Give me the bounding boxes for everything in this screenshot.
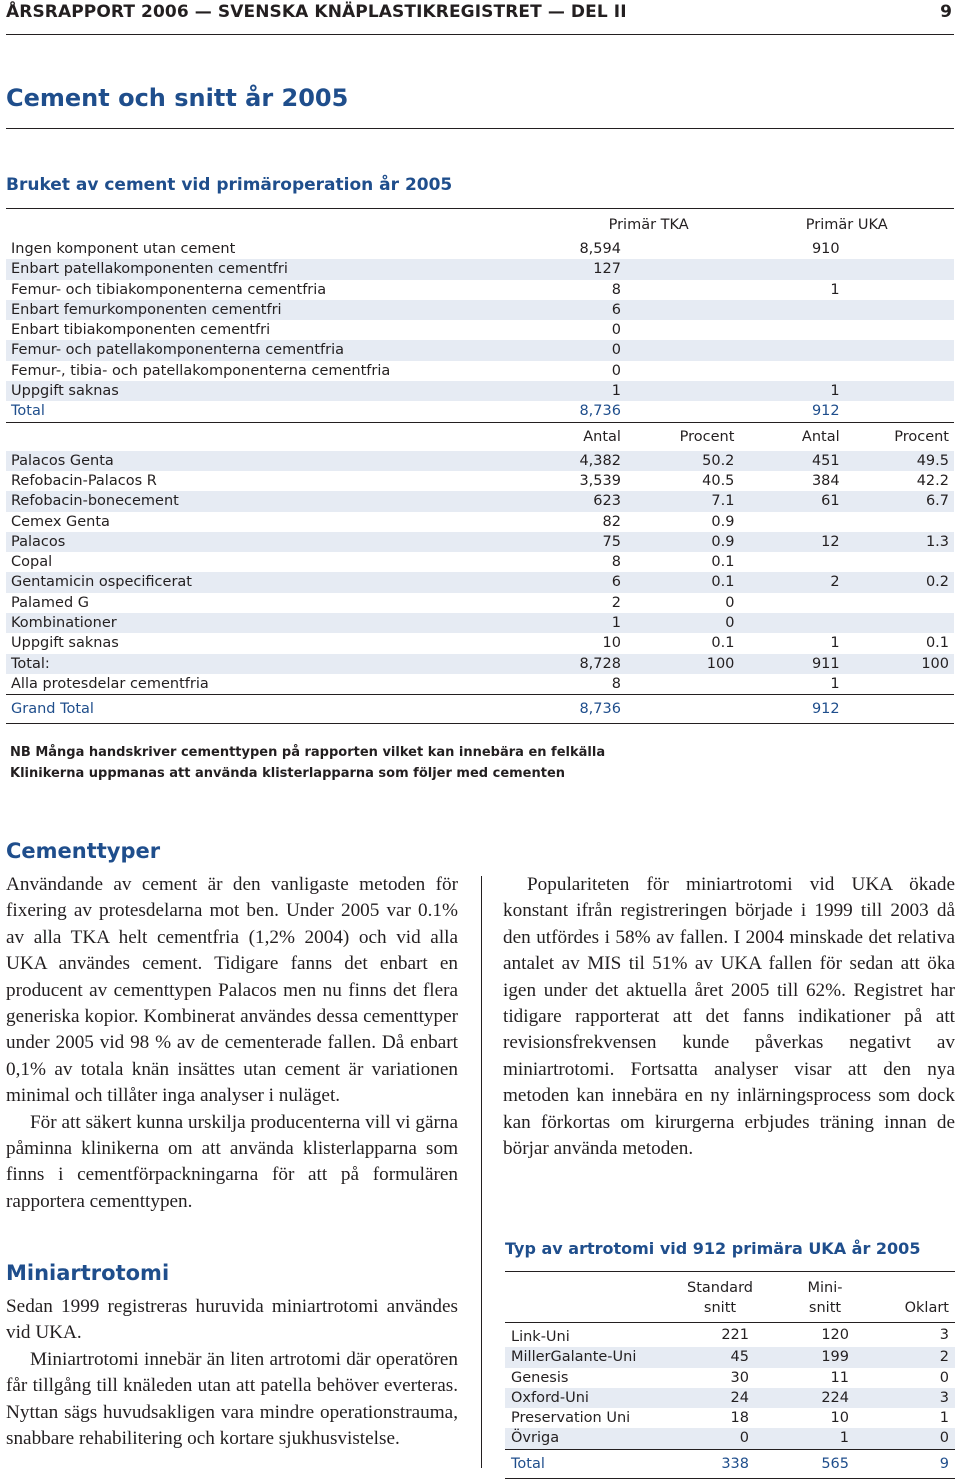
- standard-value: 221: [721, 1327, 749, 1343]
- uka-value: [739, 300, 844, 320]
- col-procent-tka: Procent: [679, 428, 735, 445]
- total-standard: 338: [721, 1455, 749, 1472]
- cement-label: Palamed G: [11, 594, 89, 611]
- antal-uka: 911: [739, 654, 844, 674]
- cement-label: Refobacin-bonecement: [6, 491, 558, 511]
- antal-tka: 6: [558, 572, 626, 592]
- standard-value: 24: [665, 1388, 775, 1408]
- oklart-value: 1: [939, 1410, 949, 1427]
- antal-tka: 8,728: [558, 654, 626, 674]
- col-mini-line1: Mini-: [807, 1280, 843, 1296]
- table-row: [6, 613, 954, 633]
- procent-tka: 0: [626, 613, 739, 633]
- procent-tka: 50.2: [626, 451, 739, 471]
- column-divider: [481, 876, 482, 1468]
- uka-value: 910: [811, 241, 840, 257]
- tka-value: 0: [558, 340, 626, 360]
- standard-value: 0: [665, 1428, 775, 1449]
- cement-label: Palacos: [6, 532, 558, 552]
- right-column-text: [503, 872, 955, 1162]
- total-label: Total: [511, 1455, 545, 1472]
- grand-total-row: [6, 695, 954, 724]
- row-label: Total: [11, 403, 45, 420]
- total-mini: 565: [821, 1455, 849, 1472]
- cementtyper-paragraph-1: Användande av cement är den vanligaste metoden för fixering av protesdelarna mot ben. Under 2005 var 0.1% av alla TKA helt cementfria (1,2% 2004) och vid alla UKA användes cement. Tidigare fanns det enbart en producent av cementtypen Palacos men nu finns det flera generiska kopior. Kombinerat användes dessa cementtyper under 2005 vid 98 % av de cementerade fallen. Då enbart 0,1% av totala knän insättes utan cement är variationen minimal och tillåter inga analyser i nuläget.: [6, 874, 458, 1107]
- col-standard-snitt: [665, 1274, 775, 1323]
- antal-uka: 61: [739, 491, 844, 511]
- cementtyper-heading: Cementtyper: [6, 839, 161, 863]
- table-row: [6, 674, 954, 695]
- miniartrotomi-heading: Miniartrotomi: [6, 1261, 170, 1285]
- grand-total-label: Grand Total: [11, 701, 94, 718]
- cement-label: Copal: [11, 554, 53, 571]
- section-title: Cement och snitt år 2005: [6, 84, 349, 112]
- table2-top-rule: [505, 1271, 955, 1272]
- row-label: Femur- och tibiakomponenterna cementfria: [11, 281, 327, 298]
- table-row: [505, 1388, 955, 1408]
- total-oklart: 9: [939, 1455, 949, 1472]
- cement-label: Cemex Genta: [11, 513, 110, 530]
- procent-uka: [845, 613, 954, 633]
- antal-tka: 82: [602, 513, 621, 530]
- table-row: [6, 552, 954, 572]
- antal-uka: 384: [811, 472, 840, 489]
- cementtyper-text: [6, 872, 458, 1215]
- row-label: Femur- och patellakomponenterna cementfria: [6, 340, 558, 360]
- mini-value: 120: [821, 1327, 849, 1343]
- grand-total-tka: 8,736: [579, 701, 621, 718]
- oklart-value: 3: [939, 1327, 949, 1343]
- procent-tka: [626, 674, 739, 695]
- cementtyper-paragraph-2: För att säkert kunna urskilja producenterna vill vi gärna påminna klinikerna om att använda klisterlapparna som finns i cementförpackningarna för att på formulären rapportera cementtypen.: [6, 1111, 458, 1212]
- procent-tka: 0: [725, 594, 735, 611]
- table-row: [6, 320, 954, 340]
- table-row: [6, 593, 954, 613]
- header-rule: [6, 34, 954, 35]
- table-row: [505, 1323, 955, 1348]
- table-row: [6, 451, 954, 471]
- col-oklart: Oklart: [904, 1300, 949, 1316]
- row-label: Enbart tibiakomponenten cementfri: [11, 322, 271, 339]
- table-row: [6, 280, 954, 300]
- uka-value: 1: [830, 281, 840, 298]
- antal-uka: [739, 613, 844, 633]
- col-primar-tka: Primär TKA: [608, 217, 689, 233]
- table-row: [6, 654, 954, 674]
- standard-value: 30: [730, 1369, 749, 1386]
- col-antal-uka: Antal: [801, 428, 840, 445]
- total-row: [6, 401, 954, 422]
- table-note-2: Klinikerna uppmanas att använda klisterlapparna som följer med cementen: [10, 766, 566, 781]
- table1-title: Bruket av cement vid primäroperation år 2005: [6, 175, 453, 195]
- table-note-1: NB Många handskriver cementtypen på rapporten vilket kan innebära en felkälla: [10, 745, 606, 760]
- tka-value: 0: [611, 322, 621, 339]
- tka-value: 8,594: [579, 241, 621, 257]
- table-row: [6, 572, 954, 592]
- antal-uka: 1: [830, 635, 840, 652]
- tka-value: 0: [611, 362, 621, 379]
- table-row: [6, 340, 954, 360]
- prosthesis-label: Genesis: [511, 1369, 569, 1386]
- cement-label: Palacos Genta: [6, 451, 558, 471]
- antal-tka: 4,382: [558, 451, 626, 471]
- table1-top-rule: [6, 208, 954, 209]
- running-title: ÅRSRAPPORT 2006 — SVENSKA KNÄPLASTIKREGISTRET — DEL II: [6, 2, 627, 22]
- tka-value: 1: [558, 381, 626, 401]
- row-label: Uppgift saknas: [6, 381, 558, 401]
- uka-value: 1: [739, 381, 844, 401]
- uka-value: 912: [811, 403, 840, 420]
- table-row: [6, 381, 954, 401]
- table-header-row: [6, 211, 954, 239]
- uka-value: [739, 361, 844, 381]
- antal-tka: 10: [602, 635, 621, 652]
- prosthesis-label: Preservation Uni: [511, 1410, 631, 1427]
- antal-uka: 1: [830, 675, 840, 692]
- prosthesis-label: Link-Uni: [511, 1329, 570, 1345]
- title-rule: [6, 128, 954, 129]
- table-row: [6, 471, 954, 491]
- miniartrotomi-text: [6, 1294, 458, 1452]
- antal-uka: [739, 593, 844, 613]
- table2-title: Typ av artrotomi vid 912 primära UKA år 2005: [505, 1239, 921, 1258]
- procent-tka: 7.1: [626, 491, 739, 511]
- mini-value: 199: [775, 1347, 875, 1367]
- col-procent-uka: Procent: [894, 428, 949, 445]
- miniartrotomi-paragraph-2: Miniartrotomi innebär än liten artrotomi där operatören får tillgång till knäleden utan att patella behöver everteras. Nyttan sägs huvudsakligen vara mindre operationstrauma, snabbare rehabilitering och kortare sjukhusvistelse.: [6, 1348, 458, 1450]
- table-row: [505, 1408, 955, 1428]
- tka-value: 6: [558, 300, 626, 320]
- antal-tka: 1: [558, 613, 626, 633]
- table2-total-row: [505, 1449, 955, 1478]
- right-paragraph: Populariteten för miniartrotomi vid UKA ökade konstant ifrån registreringen började i 1999 till 2003 då den utfördes i 58% av fallen. I 2004 minskade det relativa antalet av MIS til 51% av UKA fallen för sedan att öka igen under det aktuella året 2005 till 62%. Registret har tidigare rapporterat att det fanns indikationer på att revisionsfrekvensen kunde påverkas negativt av miniartrotomi. Fortsatta analyser visar att den nya metoden kan innebära en ny inlärningsprocess som dock kan förkortas om kirurgerna erbjudes träning innan de börjar använda metoden.: [503, 874, 955, 1160]
- table-row: [6, 259, 954, 279]
- procent-uka: 100: [845, 654, 954, 674]
- cement-label: Kombinationer: [6, 613, 558, 633]
- prosthesis-label: Oxford-Uni: [505, 1388, 665, 1408]
- antal-uka: [739, 512, 844, 532]
- procent-tka: 0.1: [626, 572, 739, 592]
- prosthesis-label: Övriga: [505, 1428, 665, 1449]
- antal-tka: 3,539: [579, 472, 621, 489]
- arthrotomy-type-table: [505, 1274, 955, 1479]
- procent-uka: 0.2: [845, 572, 954, 592]
- table-row: [505, 1368, 955, 1388]
- procent-uka: 0.1: [925, 635, 949, 652]
- table2-header-row: [505, 1274, 955, 1323]
- procent-uka: [845, 674, 954, 695]
- uka-value: [739, 259, 844, 279]
- mini-value: 224: [775, 1388, 875, 1408]
- row-label: Enbart patellakomponenten cementfri: [6, 259, 558, 279]
- antal-uka: 451: [739, 451, 844, 471]
- table-row: [6, 532, 954, 552]
- antal-uka: 12: [739, 532, 844, 552]
- grand-total-uka: 912: [811, 701, 840, 718]
- page-number: 9: [940, 2, 952, 22]
- col-antal-tka: Antal: [583, 428, 621, 445]
- cement-label: Gentamicin ospecificerat: [6, 572, 558, 592]
- table-row: [6, 361, 954, 381]
- procent-uka: 42.2: [916, 472, 949, 489]
- cement-label: Alla protesdelar cementfria: [11, 675, 209, 692]
- procent-tka: 0.1: [711, 554, 735, 571]
- oklart-value: 0: [939, 1369, 949, 1386]
- mini-value: 10: [830, 1410, 849, 1427]
- antal-tka: 2: [611, 594, 621, 611]
- col-primar-uka: Primär UKA: [805, 217, 888, 233]
- antal-uka: 2: [739, 572, 844, 592]
- antal-tka: 8: [611, 554, 621, 571]
- procent-uka: 1.3: [845, 532, 954, 552]
- procent-tka: 0.1: [711, 635, 735, 652]
- antal-tka: 8: [611, 675, 621, 692]
- table-row: [6, 633, 954, 653]
- cement-label: Total:: [6, 654, 558, 674]
- col-mini-line2: snitt: [808, 1300, 842, 1316]
- table-row: [505, 1428, 955, 1449]
- oklart-value: 2: [875, 1347, 955, 1367]
- cement-label: Uppgift saknas: [11, 635, 119, 652]
- oklart-value: 3: [875, 1388, 955, 1408]
- procent-uka: [845, 552, 954, 572]
- prosthesis-label: MillerGalante-Uni: [505, 1347, 665, 1367]
- procent-tka: 40.5: [702, 472, 735, 489]
- col-standard-line1: Standard: [687, 1280, 753, 1296]
- antal-tka: 75: [558, 532, 626, 552]
- uka-value: [739, 340, 844, 360]
- standard-value: 18: [730, 1410, 749, 1427]
- mini-value: 1: [775, 1428, 875, 1449]
- procent-tka: 100: [626, 654, 739, 674]
- row-label: Ingen komponent utan cement: [11, 241, 236, 257]
- antal-uka: [739, 552, 844, 572]
- row-label: Enbart femurkomponenten cementfri: [6, 300, 558, 320]
- antal-tka: 623: [558, 491, 626, 511]
- procent-uka: 6.7: [845, 491, 954, 511]
- miniartrotomi-paragraph-1: Sedan 1999 registreras huruvida miniartrotomi användes vid UKA.: [6, 1296, 458, 1344]
- tka-value: 8,736: [579, 403, 621, 420]
- cement-label: Refobacin-Palacos R: [11, 472, 157, 489]
- uka-value: [739, 320, 844, 340]
- oklart-value: 0: [875, 1428, 955, 1449]
- cement-usage-table: [6, 211, 954, 724]
- subheader-row: [6, 422, 954, 451]
- standard-value: 45: [665, 1347, 775, 1367]
- table-row: [6, 300, 954, 320]
- procent-uka: 49.5: [845, 451, 954, 471]
- procent-uka: [845, 512, 954, 532]
- table-row: [6, 239, 954, 259]
- table-row: [6, 491, 954, 511]
- table-row: [6, 512, 954, 532]
- procent-tka: 0.9: [711, 513, 735, 530]
- tka-value: 127: [558, 259, 626, 279]
- tka-value: 8: [611, 281, 621, 298]
- procent-uka: [845, 593, 954, 613]
- col-standard-line2: snitt: [703, 1300, 737, 1316]
- mini-value: 11: [830, 1369, 849, 1386]
- col-minisnitt: [775, 1274, 875, 1323]
- procent-tka: 0.9: [626, 532, 739, 552]
- row-label: Femur-, tibia- och patellakomponenterna cementfria: [11, 362, 391, 379]
- table-row: [505, 1347, 955, 1367]
